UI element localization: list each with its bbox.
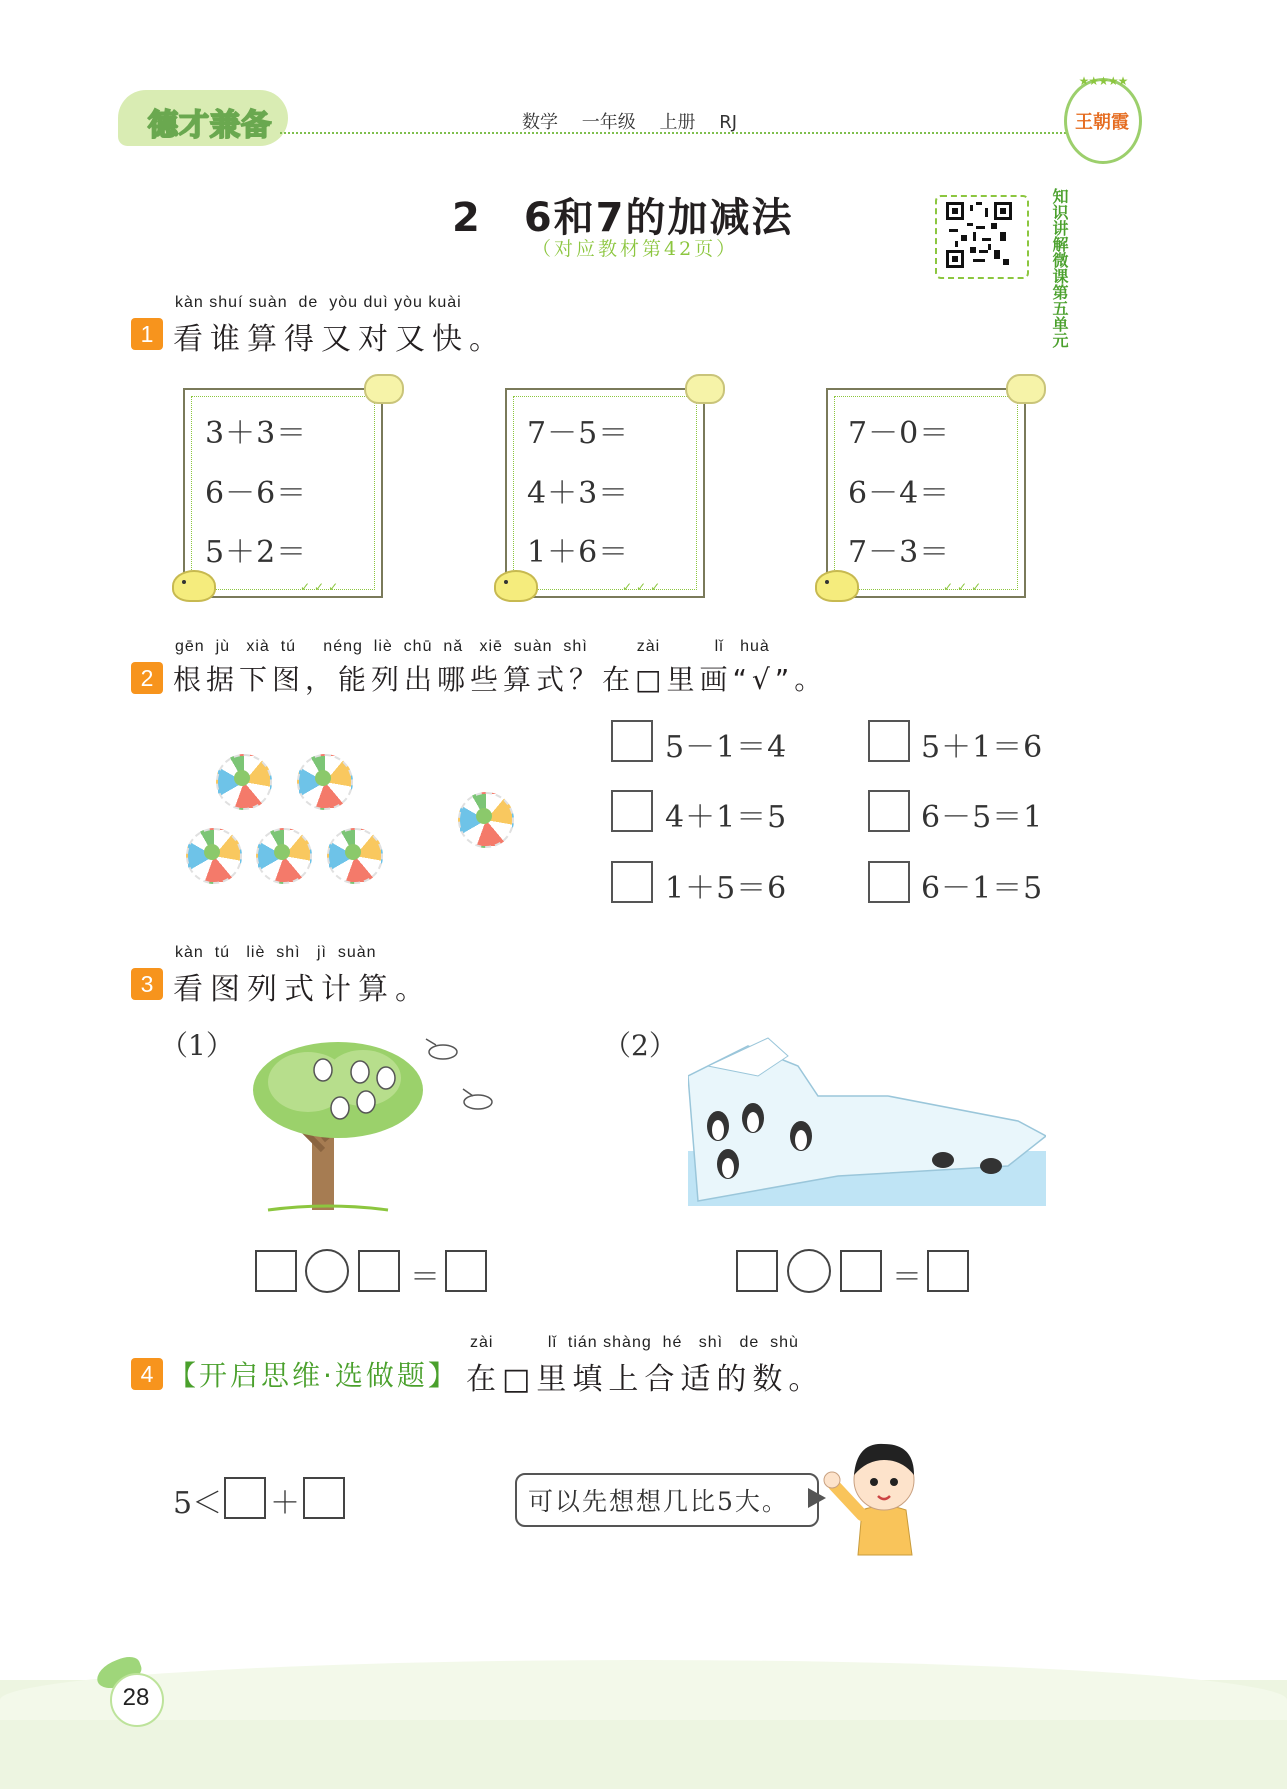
q1-prompt: 看谁算得又对又快。 [173, 322, 506, 357]
answer-box[interactable] [927, 1250, 969, 1292]
choice-checkbox[interactable] [868, 720, 910, 762]
q3-prompt: 看图列式计算。 [173, 972, 432, 1007]
choice-equation: 5＋1＝6 [921, 730, 1044, 765]
choice-equation: 6－1＝5 [921, 871, 1044, 906]
cloud-icon [1006, 374, 1046, 404]
grade-label: 一年级 [581, 112, 636, 133]
cloud-icon [364, 374, 404, 404]
choice-checkbox[interactable] [611, 720, 653, 762]
beach-ball-icon [256, 828, 312, 884]
q2-pinyin: gēn jù xià tú néng liè chū nǎ xiē suàn shì zài lǐ huà [175, 638, 770, 655]
beach-ball-icon [297, 754, 353, 810]
choice-equation: 4＋1＝5 [665, 800, 788, 835]
q1-pinyin: kàn shuí suàn de yòu duì yòu kuài [175, 294, 462, 311]
q4-pinyin: zài lǐ tián shàng hé shì de shù [470, 1334, 799, 1351]
qr-side-label: 知识讲解微课第五单元 [1050, 188, 1069, 348]
q4-prompt: 在□里填上合适的数。 [466, 1362, 825, 1397]
choice-checkbox[interactable] [611, 790, 653, 832]
answer-box[interactable] [255, 1250, 297, 1292]
beach-ball-icon [458, 792, 514, 848]
equation: 1＋6＝ [527, 535, 630, 570]
badge-stars-icon: ★★★★★ [1078, 74, 1128, 88]
chick-icon [494, 570, 538, 602]
beach-ball-icon [327, 828, 383, 884]
q3-number-badge: 3 [131, 968, 163, 1000]
equation: 7－3＝ [848, 535, 951, 570]
equation: 7－0＝ [848, 416, 951, 451]
choice-equation: 6－5＝1 [921, 800, 1044, 835]
qr-code-icon[interactable] [946, 200, 1012, 270]
equation: 5＋2＝ [205, 535, 308, 570]
chick-icon [815, 570, 859, 602]
q2-number-badge: 2 [131, 662, 163, 694]
q1-box-3 [826, 388, 1026, 598]
cloud-icon [685, 374, 725, 404]
q1-number-badge: 1 [131, 318, 163, 350]
answer-box[interactable] [358, 1250, 400, 1292]
equation: 7－5＝ [527, 416, 630, 451]
answer-box[interactable] [224, 1477, 266, 1519]
tree-with-birds-illustration [248, 1030, 508, 1215]
part-2-label: （2） [603, 1029, 677, 1062]
grass-icon: ✓✓✓ [300, 580, 343, 594]
subject-label: 数学 [522, 112, 558, 133]
equation: 3＋3＝ [205, 416, 308, 451]
choice-checkbox[interactable] [868, 861, 910, 903]
plus-sign: ＋ [270, 1486, 300, 1521]
lesson-subtitle: （对应教材第42页） [532, 238, 739, 260]
volume-label: 上册 [659, 112, 696, 133]
q2-prompt: 根据下图，能列出哪些算式？在□里画“√”。 [173, 663, 828, 696]
choice-checkbox[interactable] [611, 861, 653, 903]
answer-box[interactable] [840, 1250, 882, 1292]
grass-icon: ✓✓✓ [943, 580, 986, 594]
answer-box[interactable] [303, 1477, 345, 1519]
lesson-title: 2 6和7的加减法 [452, 195, 794, 241]
q1-box-2 [505, 388, 705, 598]
brand-logo-text: 德才兼备 [148, 108, 272, 143]
operator-circle[interactable] [305, 1249, 349, 1293]
equals-sign: ＝ [410, 1260, 440, 1295]
page-number: 28 [122, 1684, 150, 1711]
operator-circle[interactable] [787, 1249, 831, 1293]
part-1-label: （1） [160, 1029, 234, 1062]
answer-box[interactable] [445, 1250, 487, 1292]
choice-equation: 5－1＝4 [665, 730, 788, 765]
footer-wave [0, 1660, 1287, 1720]
q4-tag: 【开启思维·选做题】 [168, 1359, 459, 1392]
choice-equation: 1＋5＝6 [665, 871, 788, 906]
choice-checkbox[interactable] [868, 790, 910, 832]
badge-name: 王朝霞 [1075, 112, 1129, 133]
q1-box-1 [183, 388, 383, 598]
equation: 4＋3＝ [527, 476, 630, 511]
beach-ball-icon [186, 828, 242, 884]
penguins-on-ice-illustration [688, 1036, 1046, 1206]
q4-number-badge: 4 [131, 1358, 163, 1390]
speech-bubble-text: 可以先想想几比5大。 [528, 1487, 789, 1516]
equation: 6－4＝ [848, 476, 951, 511]
equation: 6－6＝ [205, 476, 308, 511]
answer-box[interactable] [736, 1250, 778, 1292]
equals-sign: ＝ [892, 1260, 922, 1295]
beach-ball-icon [216, 754, 272, 810]
edition-label: RJ [719, 112, 738, 133]
q4-expression-prefix: 5＜ [173, 1486, 223, 1521]
chick-icon [172, 570, 216, 602]
header-info [522, 108, 755, 134]
boy-character-illustration [822, 1430, 942, 1560]
q3-pinyin: kàn tú liè shì jì suàn [175, 944, 377, 961]
grass-icon: ✓✓✓ [622, 580, 665, 594]
